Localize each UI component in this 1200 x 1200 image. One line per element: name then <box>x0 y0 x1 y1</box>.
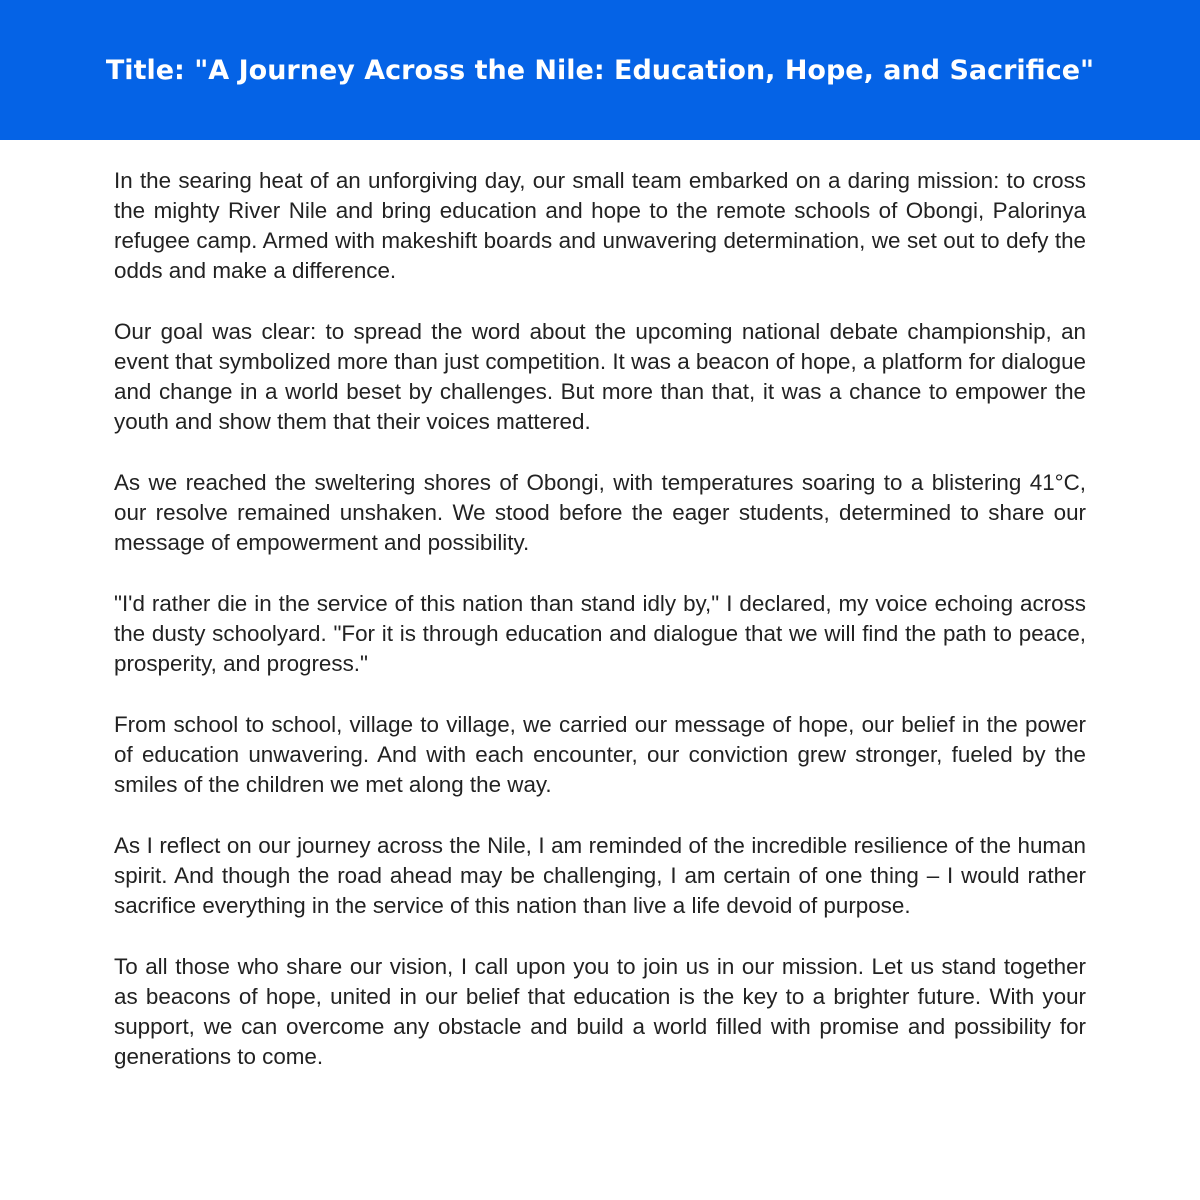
page-title: Title: "A Journey Across the Nile: Education, Hope, and Sacrifice" <box>105 54 1095 86</box>
title-banner <box>0 0 1200 140</box>
paragraph-intro: In the searing heat of an unforgiving day, our small team embarked on a daring mission: to cross the mighty River Nile and bring education and hope to the remote schools of Obongi, Palorinya refugee camp. Armed with makeshift boards and unwavering determination, we set out to defy the odds and make a difference. <box>114 168 1086 283</box>
paragraph-call-to-action: To all those who share our vision, I call upon you to join us in our mission. Let us stand together as beacons of hope, united in our belief that education is the key to a brighter future. With your support, we can overcome any obstacle and build a world filled with promise and possibility for generations to come. <box>114 954 1086 1069</box>
article-body <box>114 166 1086 1103</box>
paragraph-quote: "I'd rather die in the service of this nation than stand idly by," I declared, my voice echoing across the dusty schoolyard. "For it is through education and dialogue that we will find the path to peace, prosperity, and progress." <box>114 591 1086 676</box>
paragraph-reflection: As I reflect on our journey across the Nile, I am reminded of the incredible resilience of the human spirit. And though the road ahead may be challenging, I am certain of one thing – I would rather sacrifice everything in the service of this nation than live a life devoid of purpose. <box>114 833 1086 918</box>
paragraph-arrival: As we reached the sweltering shores of Obongi, with temperatures soaring to a blistering 41°C, our resolve remained unshaken. We stood before the eager students, determined to share our message of empowerment and possibility. <box>114 470 1086 555</box>
paragraph-journey: From school to school, village to village, we carried our message of hope, our belief in the power of education unwavering. And with each encounter, our conviction grew stronger, fueled by the smiles of the children we met along the way. <box>114 712 1086 797</box>
paragraph-goal: Our goal was clear: to spread the word about the upcoming national debate championship, an event that symbolized more than just competition. It was a beacon of hope, a platform for dialogue and change in a world beset by challenges. But more than that, it was a chance to empower the youth and show them that their voices mattered. <box>114 319 1086 434</box>
